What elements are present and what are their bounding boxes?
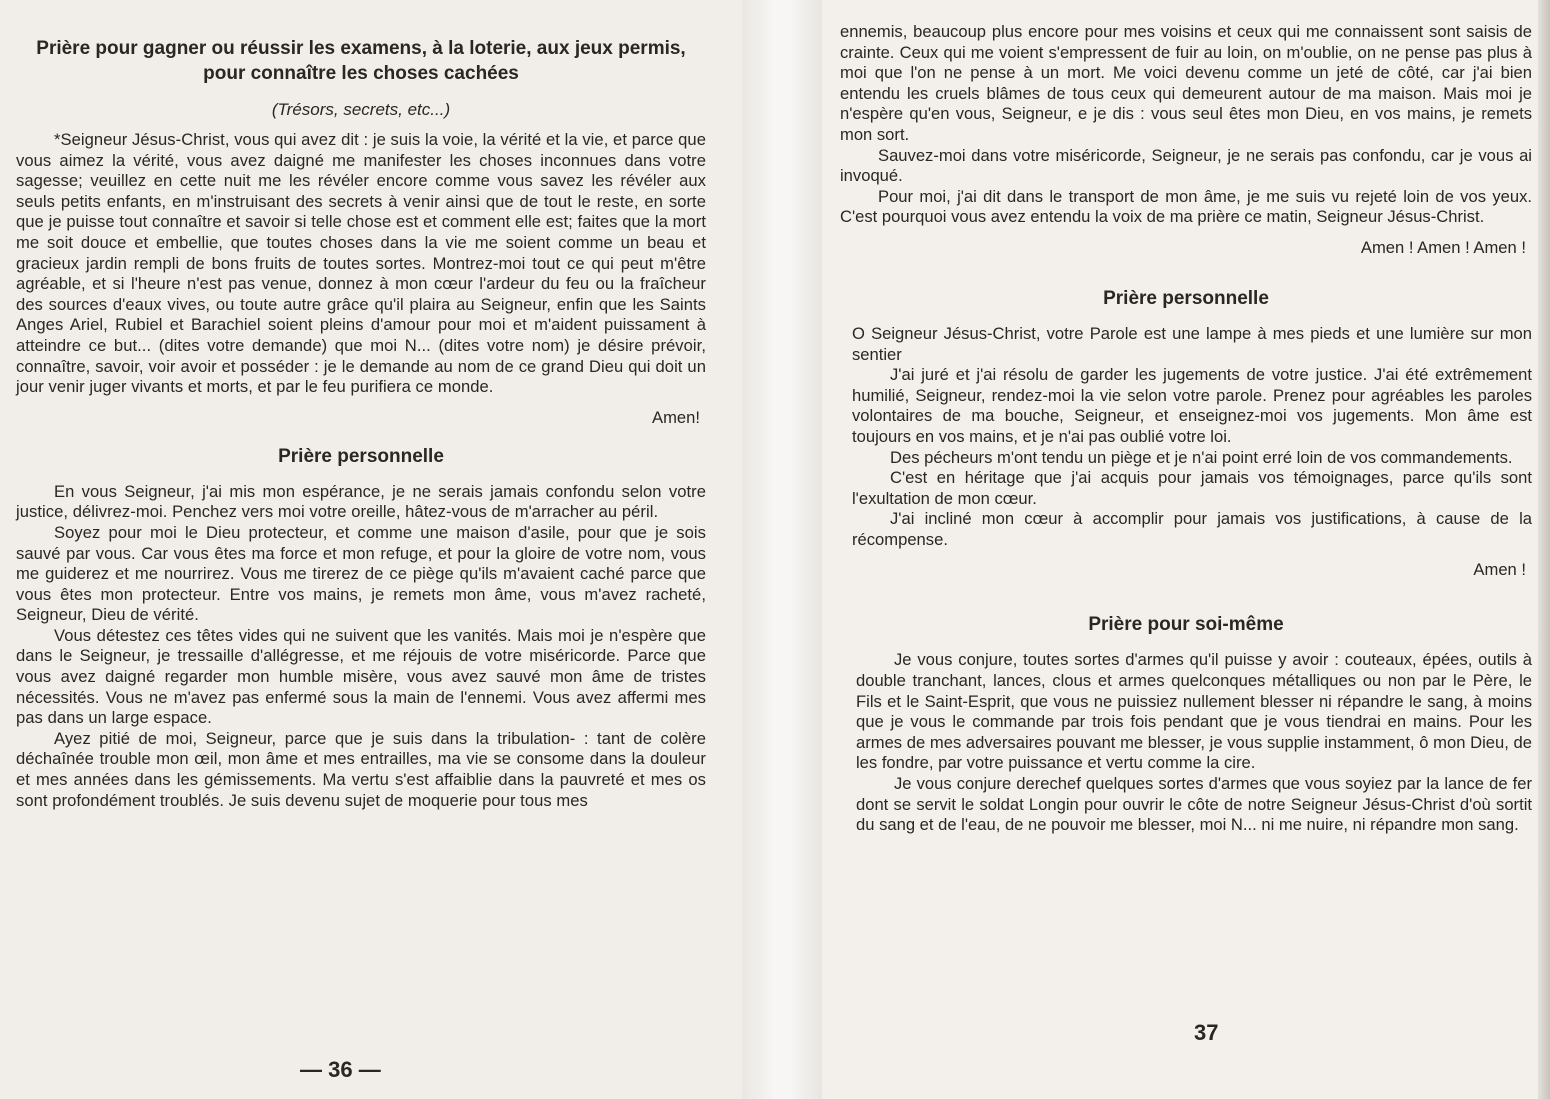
paragraph: Je vous conjure derechef quelques sortes d'armes que vous soyiez par la lance de fer dont se servit le soldat Longin pour ouvrir le côte de notre Seigneur Jésus-Christ d'où sortit du sang et de l'eau, de ne pouvoir me blesser, moi N... ni me nuire, ni répandre mon sang. [856,774,1532,835]
paragraph: Pour moi, j'ai dit dans le transport de mon âme, je me suis vu rejeté loin de vos yeux. C'est pourquoi vous avez entendu la voix de ma prière ce matin, Seigneur Jésus-Christ. [840,186,1532,227]
right-section1 [840,324,1532,581]
main-title: Prière pour gagner ou réussir les examens, à la loterie, aux jeux permis, pour connaître les choses cachées [36,38,686,84]
paragraph: Soyez pour moi le Dieu protecteur, et comme une maison d'asile, pour que je sois sauvé par vous. Car vous êtes ma force et mon refuge, et pour la gloire de votre nom, vous me guiderez et me nourrirez. Vous me tirerez de ce piège qu'ils m'avaient caché parce que vous êtes mon protecteur. Entre vos mains, je remets mon âme, vous m'avez racheté, Seigneur, Dieu de vérité. [16,522,706,625]
right-page [822,0,1550,1099]
prayer-exams [16,130,706,428]
right-section2 [840,650,1532,835]
section-title-priere-personnelle: Prière personnelle [278,445,444,467]
paragraph: Je vous conjure, toutes sortes d'armes qu'il puisse y avoir : couteaux, épées, outils à double tranchant, lances, clous et armes quelconques métalliques ou non par le Père, le Fils et le Saint-Esprit, que vous ne puissiez nullement blesser ni répandre le sang, à moins que je vous le commande par trois fois pendant que je vous tiendrai en mains. Pour les armes de mes adversaires pouvant me blesser, je vous supplie instamment, ô mon Dieu, de les fondre, par votre puissance et vertu comme la cire. [856,650,1532,773]
right-top-paragraphs [840,22,1532,258]
paragraph: Des pécheurs m'ont tendu un piège et je n'ai point erré loin de vos commandements. [890,447,1513,467]
page-number-left: — 36 — [300,1057,381,1082]
left-paragraphs [16,482,706,812]
prayer-exams-text: *Seigneur Jésus-Christ, vous qui avez dit : je suis la voie, la vérité et la vie, et parce que vous aimez la vérité, vous avez daigné me manifester les choses inconnues dans votre sagesse; veuillez en cette nuit me les révéler encore comme vous savez les révéler aux seuls petits enfants, en m'instruisant des secrets à venir ainsi que de tout le reste, en sorte que je puisse tout connaître et savoir si telle chose est et comment elle est; faites que la mort me soit douce et embellie, que toutes choses dans la vie me soient comme un beau et gracieux jardin rempli de bons fruits de toutes sortes. Montrez-moi tout ce qui peut m'être agréable, et si l'heure n'est pas venue, donnez à mon cœur l'ardeur du feu ou la fraîcheur des sources d'eaux vives, ou toute autre grâce qu'il plaira au Seigneur, enfin que les Saints Anges Ariel, Rubiel et Barachiel soient pleins d'amour pour moi et m'aident puissament à atteindre ce but... (dites votre demande) que moi N... (dites votre nom) je désire prévoir, connaître, savoir, voir avoir et posséder : je le demande au nom de ce grand Dieu qui doit un jour venir juger vivants et morts, et par le feu purifiera ce monde. [16,130,706,397]
page-edge [1538,0,1550,1099]
paragraph: Vous détestez ces têtes vides qui ne suivent que les vanités. Mais moi je n'espère que dans le Seigneur, je tressaille d'allégresse, et me réjouis de votre miséricorde. Parce que vous avez daigné regarder mon humble misère, vous avez sauvé mon âme de tristes nécessités. Vous ne m'avez pas enfermé sous la main de l'ennemi. Vous avez affermi mes pas dans un large espace. [16,625,706,728]
paragraph: C'est en héritage que j'ai acquis pour jamais vos témoignages, parce qu'ils sont l'exultation de mon cœur. [852,468,1532,508]
subtitle: (Trésors, secrets, etc...) [271,100,451,119]
section-title-priere-soi-meme: Prière pour soi-même [1088,614,1284,636]
paragraph: Ayez pitié de moi, Seigneur, parce que je suis dans la tribulation- : tant de colère déchaînée trouble mon œil, mon âme et mes entrailles, ma vie se consome dans la douleur et mes années dans les gémissements. Ma vertu s'est affaiblie dans la pauvreté et mes os sont profondément troublés. Je suis devenu sujet de moquerie pour tous mes [16,728,706,810]
paragraph: Sauvez-moi dans votre miséricorde, Seigneur, je ne serais pas confondu, car je vous ai invoqué. [840,145,1532,186]
paragraph: ennemis, beaucoup plus encore pour mes voisins et ceux qui me connaissent sont saisis de crainte. Ceux qui me voient s'empressent de fuir au loin, on m'oublie, on ne pense pas plus à moi que l'on ne pense à un mort. Me voici devenu comme un jeté de côté, car j'ai bien entendu les cruels blâmes de tous ceux qui demeurent autour de ma maison. Mais moi je n'espère qu'en vous, Seigneur, e je dis : vous seul êtes mon Dieu, en vos mains, je remets mon sort. [840,22,1532,144]
page-number-right: 37 [1194,1020,1219,1045]
paragraph: J'ai juré et j'ai résolu de garder les jugements de votre justice. J'ai été extrêmement humilié, Seigneur, rendez-moi la vie selon votre parole. Prenez pour agréables les paroles volontaires de ma bouche, Seigneur, et enseignez-moi vos jugements. Mon âme est toujours en vos mains, et je n'ai pas oublié votre loi. [852,365,1532,446]
amen-label: Amen ! Amen ! Amen ! [1360,237,1526,257]
amen-label: Amen ! [1473,560,1526,580]
amen-label: Amen! [652,407,700,427]
paragraph: O Seigneur Jésus-Christ, votre Parole est une lampe à mes pieds et une lumière sur mon sentier [852,323,1532,364]
book-gutter [742,0,822,1099]
paragraph: J'ai incliné mon cœur à accomplir pour jamais vos justifications, à cause de la récompense. [852,509,1532,549]
section-title-priere-personnelle: Prière personnelle [1103,287,1269,309]
paragraph: En vous Seigneur, j'ai mis mon espérance, je ne serais jamais confondu selon votre justice, délivrez-moi. Penchez vers moi votre oreille, hâtez-vous de m'arracher au péril. [16,481,706,522]
left-page [0,0,742,1099]
